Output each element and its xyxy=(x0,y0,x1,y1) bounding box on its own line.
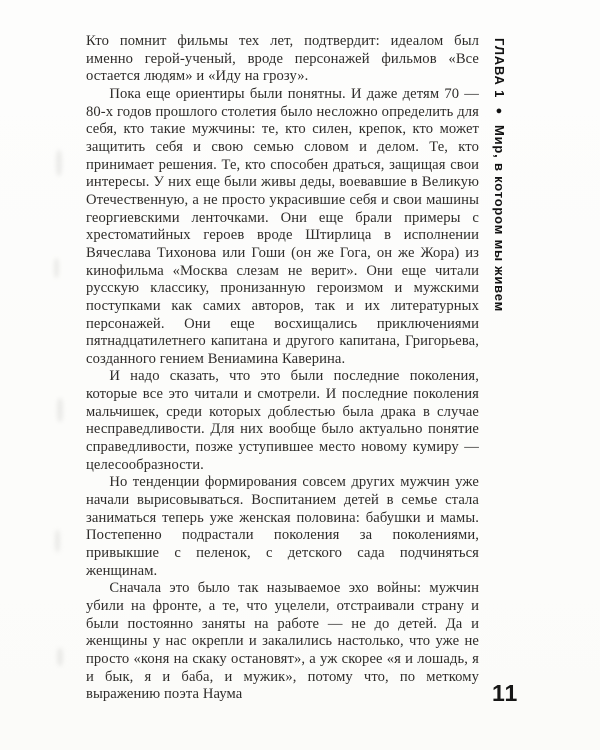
scan-artifact xyxy=(55,530,60,552)
paragraph: Кто помнит фильмы тех лет, подтвердит: идеалом был именно герой-ученый, вроде персонажей фильмов «Все остается людям» и «Иду на грозу». xyxy=(86,33,479,85)
paragraph: Но тенденции формирования совсем других мужчин уже начали вырисовываться. Воспитанием детей в семье стала заниматься теперь уже женская половина: бабушки и мамы. Постепенно подрастали поколения за поколениями, привыкшие с пеленок, с детского сада подчиняться женщинам. xyxy=(86,474,479,579)
scan-artifact xyxy=(57,398,63,422)
scan-artifact xyxy=(56,150,62,176)
text-block xyxy=(86,33,479,704)
page-number: 11 xyxy=(492,680,519,706)
chapter-title: Мир, в котором мы живем xyxy=(492,124,507,313)
scan-artifact xyxy=(54,258,59,278)
paragraph: Пока еще ориентиры были понятны. И даже детям 70 — 80-х годов прошлого столетия было несложно определить для себя, кто такие мужчины: те, кто силен, крепок, кто может защитить себя и свою семью словом и делом. Те, кто принимает решения. Те, кто способен драться, защищая свои интересы. У них еще были живы деды, воевавшие в Великую Отечественную, а не просто украсившие себя и свои машины георгиевскими ленточками. Они еще брали примеры с хрестоматийных героев вроде Штирлица в исполнении Вячеслава Тихонова или Гоши (он же Гога, он же Жора) из кинофильма «Москва слезам не верит». Они еще читали русскую классику, пронизанную героизмом и мужскими поступками как самих авторов, так и их литературных персонажей. Они еще восхищались приключениями пятнадцатилетнего капитана и другого капитана, Григорьева, созданного гением Вениамина Каверина. xyxy=(86,85,479,367)
scan-artifact xyxy=(57,648,63,666)
chapter-header-vertical xyxy=(492,38,507,318)
bullet-separator-icon: ● xyxy=(493,105,505,118)
paragraph: Сначала это было так называемое эхо войны: мужчин убили на фронте, а те, что уцелели, отстраивали страну и были постоянно заняты на работе — не до детей. Да и женщины у нас окрепли и закалились настолько, что уже не просто «коня на скаку остановят», а уж скорее «я и лошадь, я и бык, я и баба, и мужик», потому что, по меткому выражению поэта Наума xyxy=(86,580,479,703)
chapter-label: ГЛАВА 1 xyxy=(492,38,507,99)
paragraph: И надо сказать, что это были последние поколения, которые все это читали и смотрели. И последние поколения мальчишек, среди которых доблестью была драка в случае несправедливости. Для них вообще было актуально понятие справедливости, позже уступившее место новому кумиру — целесообразности. xyxy=(86,368,479,473)
